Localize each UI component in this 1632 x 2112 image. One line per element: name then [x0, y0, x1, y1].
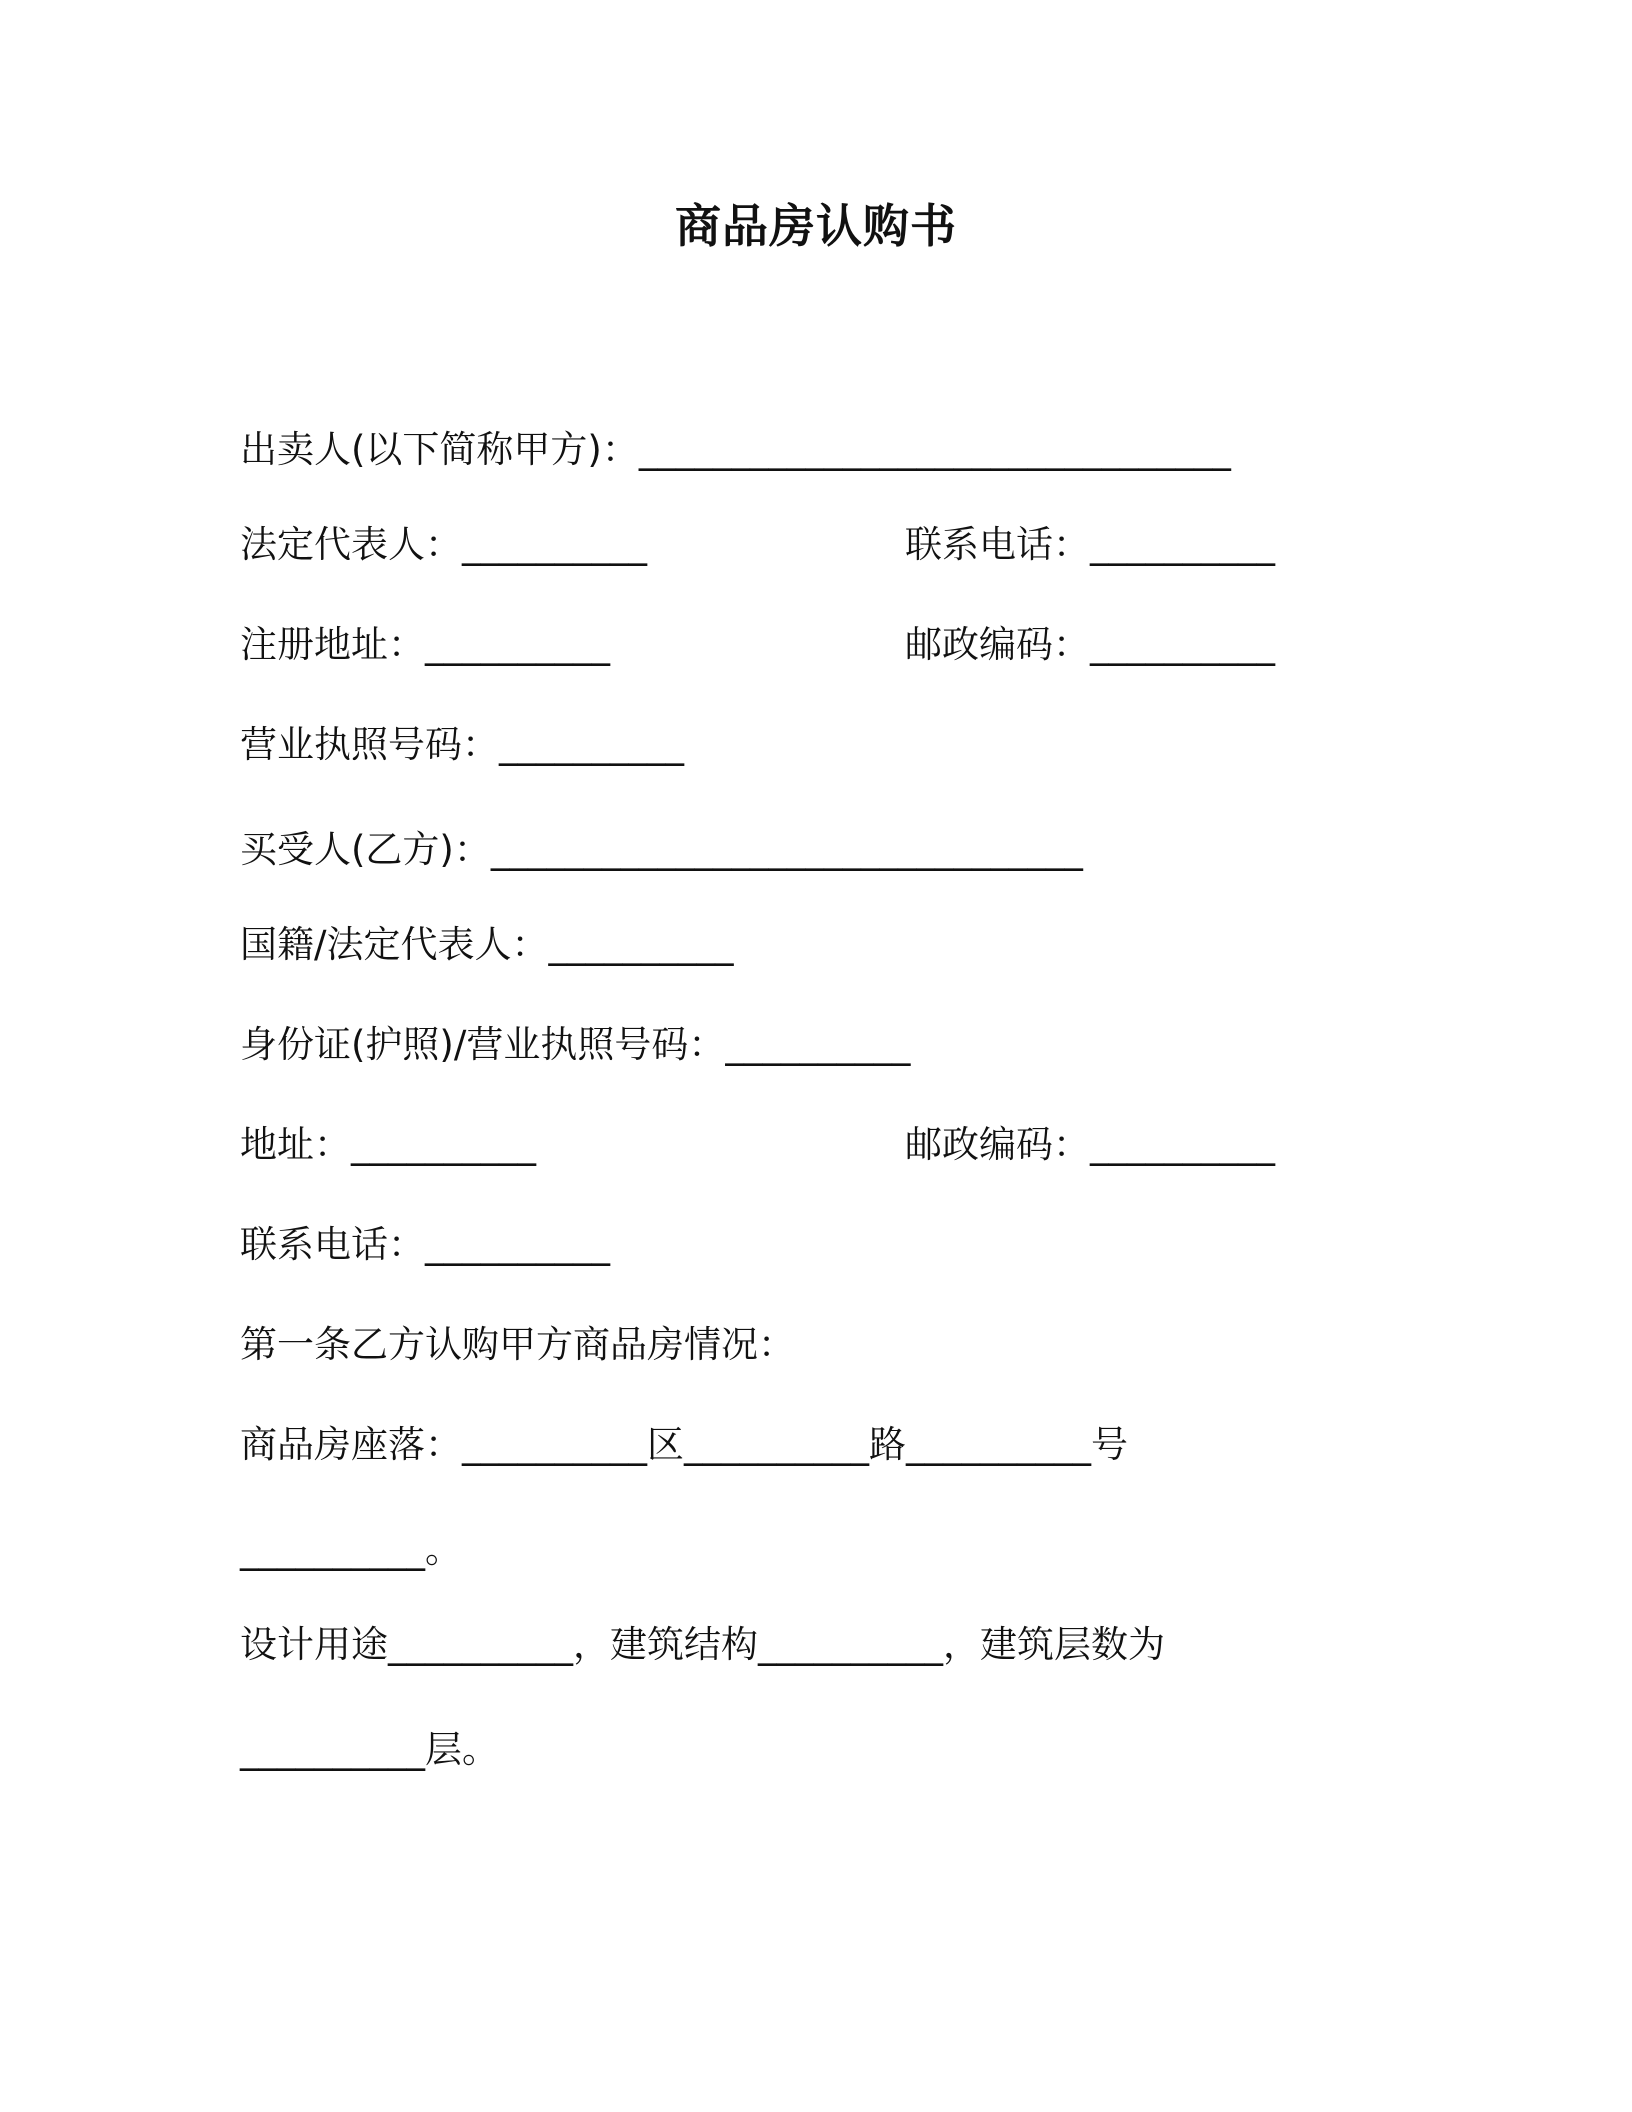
buyer-nationality-rep-line: 国籍/法定代表人：__________	[240, 923, 734, 966]
article1-heading: 第一条乙方认购甲方商品房情况：	[240, 1323, 795, 1366]
buyer-phone-line: 联系电话：__________	[240, 1223, 610, 1266]
buyer-address-line: 地址：__________	[240, 1123, 536, 1166]
seller-legal-rep-line: 法定代表人：__________	[240, 523, 647, 566]
usage-line-1: 设计用途__________，建筑结构__________，建筑层数为	[240, 1623, 1165, 1666]
location-line-2: __________。	[240, 1528, 462, 1571]
buyer-id-line: 身份证(护照)/营业执照号码：__________	[240, 1023, 911, 1066]
location-line-1: 商品房座落：__________区__________路__________号	[240, 1423, 1128, 1466]
buyer-postcode-line: 邮政编码：__________	[905, 1123, 1275, 1166]
usage-line-2: __________层。	[240, 1728, 499, 1771]
document-title: 商品房认购书	[675, 199, 957, 253]
seller-name-line: 出卖人(以下简称甲方)：________________________________	[240, 428, 1231, 471]
seller-postcode-line: 邮政编码：__________	[905, 623, 1275, 666]
seller-license-line: 营业执照号码：__________	[240, 723, 684, 766]
seller-phone-line: 联系电话：__________	[905, 523, 1275, 566]
buyer-name-line: 买受人(乙方)：________________________________	[240, 828, 1083, 871]
seller-reg-address-line: 注册地址：__________	[240, 623, 610, 666]
